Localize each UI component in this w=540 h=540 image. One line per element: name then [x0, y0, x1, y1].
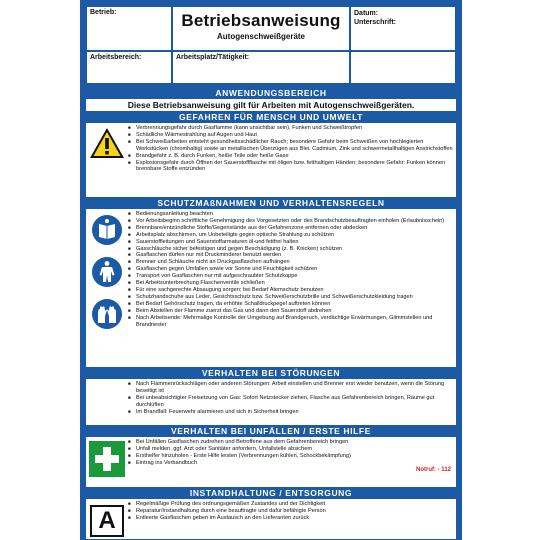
list-item: ■ Bei unbeabsichtigter Freisetzung von Gas: Sofort Netzstecker ziehen, Flasche aus Gefahrenbereich bringen, Räume gut durchlüften [128, 395, 453, 409]
arbeitsbereich-field[interactable] [86, 51, 172, 84]
header-table [86, 6, 456, 84]
stoerungen-icons [86, 379, 128, 425]
list-item: ■ Brenner und Schläuche nicht an Druckgasflaschen aufhängen [128, 259, 453, 266]
list-item: ■ Entleerte Gasflaschen geben im Austausch an den Lieferanten zurück [128, 515, 453, 522]
stoerungen-list [128, 381, 453, 416]
list-item: ■ Schutzhandschuhe aus Leder, Gesichtsschutz bzw. Schweißerschutzbrille und Schweißerschutzkleidung tragen [128, 294, 453, 301]
list-item: ■ Eintrag ins Verbandbuch [128, 460, 453, 467]
anwendung-text: Diese Betriebsanweisung gilt für Arbeiten mit Autogenschweißgeräten. [86, 99, 456, 111]
manual-icon [92, 215, 122, 245]
list-item: ■ Arbeitsplatz abschirmen, um Unbeteiligte gegen optische Strahlung zu schützen [128, 232, 453, 239]
empty-field[interactable] [350, 51, 456, 84]
stoerungen-band: VERHALTEN BEI STÖRUNGEN [86, 367, 456, 379]
notruf-number: Notruf: - 112 [415, 466, 451, 473]
gloves-icon [92, 299, 122, 329]
schutz-band: SCHUTZMAßNAHMEN UND VERHALTENSREGELN [86, 197, 456, 209]
kroschke-logo: Kroschke [426, 533, 454, 539]
list-item: ■ Brandgefahr z. B. durch Funken, heiße Teile oder heiße Gase [128, 153, 453, 160]
list-item: ■ Regelmäßige Prüfung des ordnungsgemäßen Zustandes und der Dichtigkeit [128, 501, 453, 508]
datum-label: Datum: [354, 10, 379, 17]
list-item: ■ Schädliche Wärmestrahlung auf Augen und Haut [128, 132, 453, 139]
gefahren-list [128, 125, 453, 173]
protective-suit-icon [92, 257, 122, 287]
list-item: ■ Verbrennungsgefahr durch Gasflamme (kann unsichtbar sein), Funken und Schweißtropfen [128, 125, 453, 132]
sheet-inner [86, 6, 456, 540]
list-item: ■ Im Brandfall: Feuerwehr alarmieren und sich in Sicherheit bringen [128, 409, 453, 416]
schutz-list [128, 211, 453, 328]
list-item: ■ Transport von Gasflaschen nur mit aufgeschraubter Schutzkappe [128, 273, 453, 280]
list-item: ■ Reparatur/Instandhaltung durch eine beauftragte und dafür befähigte Person [128, 508, 453, 515]
list-item: ■ Brennbare/entzündliche Stoffe/Gegenstände aus der Gefahrenzone entfernen oder abdecken [128, 225, 453, 232]
warning-triangle-icon [89, 127, 125, 159]
list-item: ■ Bei Unfällen Gasflaschen zudrehen und Betroffene aus dem Gefahrenbereich bringen [128, 439, 453, 446]
unfaelle-icons [86, 437, 128, 487]
footer [86, 528, 456, 540]
schutz-icons [86, 209, 128, 367]
unfaelle-band: VERHALTEN BEI UNFÄLLEN / ERSTE HILFE [86, 425, 456, 437]
unterschrift-label: Unterschrift: [354, 19, 397, 26]
gefahren-section [86, 123, 456, 197]
page-subtitle: Autogenschweißgeräte [216, 32, 305, 41]
schutz-section [86, 209, 456, 367]
list-item: ■ Sauerstoffleitungen und Sauerstoffarmaturen öl-und fettfrei halten [128, 239, 453, 246]
title-cell [172, 6, 350, 51]
list-item: ■ Für eine sachgerechte Absaugung sorgen; bei Bedarf Atemschutz benutzen [128, 287, 453, 294]
betrieb-label: Betrieb: [90, 9, 117, 16]
unfaelle-list [128, 439, 453, 467]
instandhaltung-band: INSTANDHALTUNG / ENTSORGUNG [86, 487, 456, 499]
disposal-a-icon: A [90, 505, 124, 537]
list-item: ■ Beim Abstellen der Flamme zuerst das Gas und dann den Sauerstoff abdrehen [128, 308, 453, 315]
list-item: ■ Vor Arbeitsbeginn schriftliche Genehmigung des Vorgesetzten oder des Brandschutzbeauftragten einholen (Erlaubnisschein) [128, 218, 453, 225]
arbeitsplatz-field[interactable] [172, 51, 350, 84]
list-item: ■ Nach Flammenrückschlägen oder anderen Störungen: Arbeit einstellen und Brenner erst wieder benutzen, wenn die Störung beseitigt ist [128, 381, 453, 395]
anwendung-band: ANWENDUNGSBEREICH [86, 87, 456, 99]
stoerungen-section [86, 379, 456, 425]
instandhaltung-list [128, 501, 453, 522]
first-aid-icon [89, 441, 125, 477]
list-item: ■ Gasflaschen dürfen nur mit Druckminderer benutzt werden [128, 252, 453, 259]
list-item: ■ Gasschläuche sicher befestigen und gegen Beschädigung (z. B. Knicken) schützen [128, 246, 453, 253]
list-item: ■ Bedienungsanleitung beachten [128, 211, 453, 218]
list-item: ■ Unfall melden, ggf. Arzt oder Sanitäter anfordern, Unfallstelle absichern [128, 446, 453, 453]
list-item: ■ Ersthelfer hinzuholen - Erste Hilfe leisten (Verbrennungen kühlen, Schockbekämpfung) [128, 453, 453, 460]
gefahren-band: GEFAHREN FÜR MENSCH UND UMWELT [86, 111, 456, 123]
datum-field[interactable] [350, 6, 456, 51]
unfaelle-section [86, 437, 456, 487]
list-item: ■ Gasflaschen gegen Umfallen sowie vor Sonne und Feuchtigkeit schützen [128, 266, 453, 273]
list-item: ■ Bei Schweißarbeiten entsteht gesundheitsschädlicher Rauch; besondere Gefahr beim Schweißen von hochlegierten Werkstücken (chromhaltig) sowie an metallischen Überzügen aus Blei, Cadmium, Zink und schwermetallhaltigen Anstrichstoffen [128, 139, 453, 153]
list-item: ■ Nach Arbeitsende: Mehrmalige Kontrolle der Umgebung auf Brandgeruch, verdächtige Erwärmungen, Glimmstellen und Brandnester [128, 315, 453, 329]
operating-instruction-sheet [80, 0, 462, 540]
arbeitsplatz-label: Arbeitsplatz/Tätigkeit: [176, 54, 250, 61]
page-title: Betriebsanweisung [181, 11, 341, 30]
arbeitsbereich-label: Arbeitsbereich: [90, 54, 142, 61]
list-item: ■ Explosionsgefahr durch Öffnen der Sauerstoffflasche mit öligen bzw. fetthaltigen Händen; besondere Gefahr: Funken können brennbare Stoffe entzünden [128, 160, 453, 174]
gefahren-icons [86, 123, 128, 197]
list-item: ■ Bei Bedarf Gehörschutz tragen, da erhöhte Schalldruckpegel auftreten können [128, 301, 453, 308]
list-item: ■ Bei Arbeitsunterbrechung Flaschenventile schließen [128, 280, 453, 287]
betrieb-field[interactable] [86, 6, 172, 51]
